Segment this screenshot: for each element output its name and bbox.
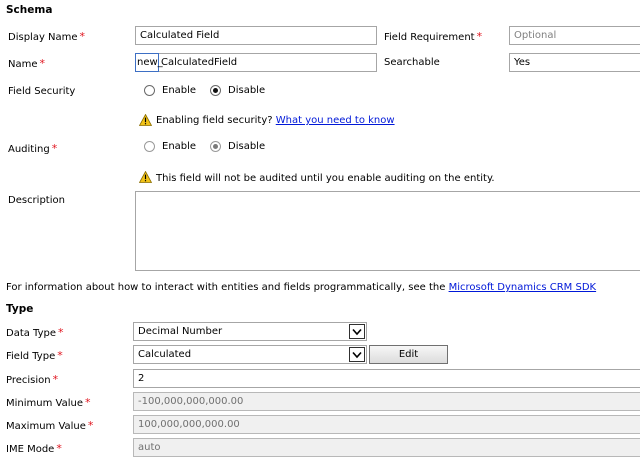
description-textarea[interactable] xyxy=(135,191,640,271)
required-asterisk: * xyxy=(476,30,483,43)
required-asterisk: * xyxy=(57,349,63,362)
minimum-value-label-text: Minimum Value xyxy=(6,398,83,409)
field-requirement-label-text: Field Requirement xyxy=(384,32,475,43)
name-label-text: Name xyxy=(8,59,38,70)
field-type-label xyxy=(6,349,63,362)
auditing-disable-label: Disable xyxy=(228,141,266,152)
data-type-label-text: Data Type xyxy=(6,328,57,339)
field-requirement-label xyxy=(384,30,482,43)
data-type-value: Decimal Number xyxy=(138,326,223,337)
name-input[interactable]: CalculatedField xyxy=(135,53,377,72)
chevron-down-icon[interactable] xyxy=(349,324,365,339)
chevron-down-icon[interactable] xyxy=(349,347,365,362)
auditing-warning-text: This field will not be audited until you enable auditing on the entity. xyxy=(156,173,495,184)
auditing-enable-label: Enable xyxy=(162,141,197,152)
display-name-label xyxy=(8,30,85,43)
minimum-value-input[interactable]: -100,000,000,000.00 xyxy=(133,392,640,411)
precision-input[interactable]: 2 xyxy=(133,369,640,388)
data-type-select[interactable] xyxy=(133,322,367,341)
field-type-select[interactable] xyxy=(133,345,367,364)
display-name-input[interactable]: Calculated Field xyxy=(135,26,377,45)
maximum-value-label-text: Maximum Value xyxy=(6,421,86,432)
what-you-need-to-know-link[interactable]: What you need to know xyxy=(275,115,395,126)
ime-mode-label-text: IME Mode xyxy=(6,444,55,455)
edit-button[interactable]: Edit xyxy=(369,345,448,364)
field-security-disable-label: Disable xyxy=(228,85,266,96)
warning-icon xyxy=(139,171,152,183)
required-asterisk: * xyxy=(87,419,94,432)
field-security-label: Field Security xyxy=(8,86,76,97)
auditing-enable-radio[interactable] xyxy=(144,141,155,152)
crm-sdk-link[interactable]: Microsoft Dynamics CRM SDK xyxy=(448,282,597,293)
field-requirement-select[interactable]: Optional xyxy=(509,26,640,45)
maximum-value-input[interactable]: 100,000,000,000.00 xyxy=(133,415,640,434)
ime-mode-select[interactable]: auto xyxy=(133,438,640,457)
field-security-disable-radio[interactable] xyxy=(210,85,221,96)
warning-icon xyxy=(139,114,152,126)
sdk-info xyxy=(6,282,596,293)
field-security-warning xyxy=(156,115,395,126)
field-type-value: Calculated xyxy=(138,349,192,360)
ime-mode-label xyxy=(6,442,62,455)
type-heading: Type xyxy=(6,303,34,315)
searchable-label: Searchable xyxy=(384,57,440,68)
auditing-label xyxy=(8,142,57,155)
required-asterisk: * xyxy=(52,373,59,386)
display-name-label-text: Display Name xyxy=(8,32,78,43)
required-asterisk: * xyxy=(51,142,58,155)
required-asterisk: * xyxy=(58,326,64,339)
auditing-disable-radio[interactable] xyxy=(210,141,221,152)
required-asterisk: * xyxy=(79,30,86,43)
schema-heading: Schema xyxy=(6,4,53,16)
sdk-info-text: For information about how to interact with entities and fields programmatically, see the xyxy=(6,282,446,293)
description-label: Description xyxy=(8,195,65,206)
required-asterisk: * xyxy=(56,442,62,455)
name-prefix: new_ xyxy=(135,53,159,72)
searchable-select[interactable]: Yes xyxy=(509,53,640,72)
auditing-label-text: Auditing xyxy=(8,144,50,155)
name-label xyxy=(8,57,45,70)
field-security-enable-label: Enable xyxy=(162,85,197,96)
precision-label xyxy=(6,373,58,386)
field-type-label-text: Field Type xyxy=(6,351,56,362)
field-security-warning-text: Enabling field security? xyxy=(156,115,273,126)
required-asterisk: * xyxy=(84,396,91,409)
minimum-value-label xyxy=(6,396,90,409)
required-asterisk: * xyxy=(39,57,46,70)
field-security-enable-radio[interactable] xyxy=(144,85,155,96)
maximum-value-label xyxy=(6,419,93,432)
precision-label-text: Precision xyxy=(6,375,51,386)
data-type-label xyxy=(6,326,64,339)
